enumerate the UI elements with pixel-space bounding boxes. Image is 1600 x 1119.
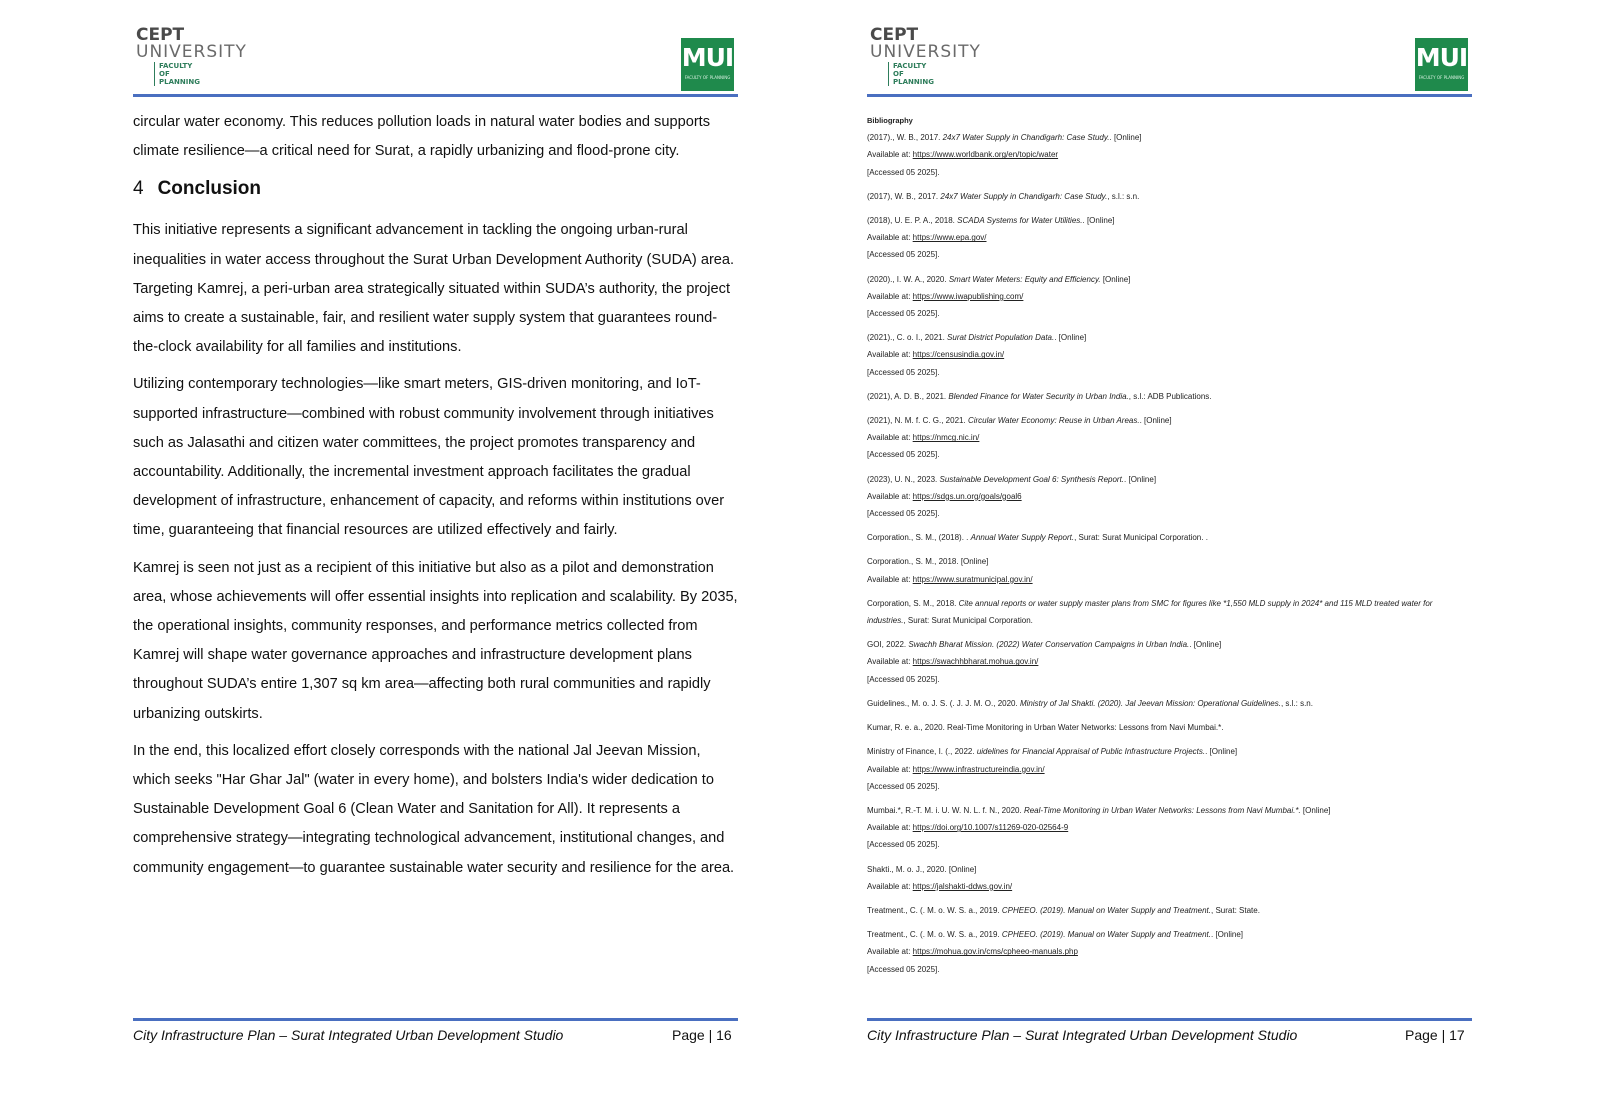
citation-line xyxy=(867,926,1467,943)
citation-publisher: . [Online] xyxy=(1109,133,1142,143)
citation-authors: Ministry of Finance, I. (., 2022. xyxy=(867,747,977,757)
bibliography-entry xyxy=(867,802,1467,854)
footer-rule xyxy=(133,1018,738,1021)
paragraph: In the end, this localized effort closely corresponds with the national Jal Jeevan Mission, which seeks "Har Ghar Jal" (water in every home), and bolsters India's wider dedication to Sustainable Development Goal 6 (Clean Water and Sanitation for All). It represents a comprehensive strategy—integrating technological advancement, institutional changes, and community engagement—to guarantee sustainable water security and resilience for the area. xyxy=(133,742,735,876)
paragraph: This initiative represents a significant advancement in tackling the ongoing urban-rural inequalities in water access throughout the Surat Urban Development Authority (SUDA) area. Targeting Kamrej, a peri-urban area strategically situated within SUDA’s authority, the project aims to create a sustainable, fair, and resilient water supply system that guarantees round-the-clock availability for all families and institutions. xyxy=(133,222,735,356)
citation-publisher: . [Online] xyxy=(1054,333,1087,343)
citation-line xyxy=(867,212,1467,229)
citation-availability xyxy=(867,761,1467,778)
citation-publisher: , Surat: Surat Municipal Corporation. . xyxy=(1074,533,1208,543)
citation-title: Annual Water Supply Report. xyxy=(970,533,1075,543)
citation-publisher: [Online] xyxy=(1300,805,1331,815)
citation-title: Cite annual reports or water supply master plans from SMC for figures like *1,550 MLD supply in 2024* and 115 MLD treated water for industries. xyxy=(867,598,1433,626)
available-at-label: Available at: xyxy=(867,764,913,774)
citation-line xyxy=(867,329,1467,346)
citation-link[interactable]: https://www.epa.gov/ xyxy=(912,233,987,243)
citation-line xyxy=(867,743,1467,760)
available-at-label: Available at: xyxy=(867,150,913,160)
bibliography-entry xyxy=(867,188,1467,205)
citation-line xyxy=(867,695,1467,712)
citation-accessed: [Accessed 05 2025]. xyxy=(867,509,940,519)
citation-title: Blended Finance for Water Security in Urban India. xyxy=(948,391,1129,401)
header-rule xyxy=(867,94,1472,97)
page-16 xyxy=(0,0,790,1119)
page-number: Page | 17 xyxy=(1405,1027,1465,1043)
citation-authors: GOI, 2022. xyxy=(867,640,909,650)
page-number: Page | 16 xyxy=(672,1027,732,1043)
citation-title: Smart Water Meters: Equity and Efficiency. xyxy=(948,274,1101,284)
citation-publisher: , Surat: Surat Municipal Corporation. xyxy=(903,616,1033,626)
citation-title: Sustainable Development Goal 6: Synthesis Report. xyxy=(939,474,1125,484)
citation-publisher: . [Online] xyxy=(1082,216,1115,226)
citation-link[interactable]: https://www.suratmunicipal.gov.in/ xyxy=(912,574,1033,584)
citation-line xyxy=(867,802,1467,819)
citation-authors: Treatment., C. (. M. o. W. S. a., 2019. xyxy=(867,930,1002,940)
bibliography-entry xyxy=(867,212,1467,264)
paragraph: Kamrej is seen not just as a recipient of this initiative but also as a pilot and demonstration area, whose achievements will offer essential insights into replication and scalability. By 2035, the operational insights, community responses, and performance metrics collected from Kamrej will shape water governance approaches and infrastructure development plans throughout SUDA’s entire 1,307 sq km area—affecting both rural communities and rapidly urbanizing outskirts. xyxy=(133,559,738,722)
citation-accessed: [Accessed 05 2025]. xyxy=(867,250,940,260)
citation-authors: Corporation., S. M., (2018). . xyxy=(867,533,971,543)
bibliography-entry xyxy=(867,553,1467,587)
citation-link[interactable]: https://www.infrastructureindia.gov.in/ xyxy=(912,764,1045,774)
citation-publisher: , Surat: State. xyxy=(1211,905,1260,915)
bibliography-entry xyxy=(867,271,1467,323)
bibliography-list xyxy=(867,129,1467,978)
available-at-label: Available at: xyxy=(867,233,913,243)
header-rule xyxy=(133,94,738,97)
citation-publisher: . [Online] xyxy=(1189,640,1222,650)
citation-link[interactable]: https://mohua.gov.in/cms/cpheeo-manuals.php xyxy=(912,947,1078,957)
bibliography-entry xyxy=(867,529,1467,546)
available-at-label: Available at: xyxy=(867,657,913,667)
bibliography-entry xyxy=(867,861,1467,895)
available-at-label: Available at: xyxy=(867,433,913,443)
citation-link[interactable]: https://www.iwapublishing.com/ xyxy=(912,291,1024,301)
citation-title: CPHEEO. (2019). Manual on Water Supply and Treatment. xyxy=(1001,930,1211,940)
citation-availability xyxy=(867,429,1467,446)
footer-title: City Infrastructure Plan – Surat Integrated Urban Development Studio xyxy=(133,1027,564,1043)
citation-authors: Shakti., M. o. J., 2020. [Online] xyxy=(867,864,977,874)
citation-authors: Corporation., S. M., 2018. [Online] xyxy=(867,557,989,567)
citation-title: Ministry of Jal Shakti. (2020). Jal Jeevan Mission: Operational Guidelines. xyxy=(1019,698,1281,708)
citation-authors: (2018), U. E. P. A., 2018. xyxy=(867,216,958,226)
bibliography-entry xyxy=(867,743,1467,795)
citation-publisher: , s.l.: s.n. xyxy=(1280,698,1313,708)
citation-authors: Kumar, R. e. a., 2020. Real-Time Monitoring in Urban Water Networks: Lessons from Navi Mumbai.*. xyxy=(867,723,1224,733)
citation-line xyxy=(867,388,1467,405)
citation-availability xyxy=(867,878,1467,895)
citation-publisher: , s.l.: ADB Publications. xyxy=(1128,391,1212,401)
citation-line xyxy=(867,471,1467,488)
citation-line xyxy=(867,636,1467,653)
citation-publisher: . [Online] xyxy=(1139,416,1172,426)
citation-availability xyxy=(867,488,1467,505)
footer-rule xyxy=(867,1018,1472,1021)
citation-authors: (2023), U. N., 2023. xyxy=(867,474,940,484)
citation-line xyxy=(867,412,1467,429)
available-at-label: Available at: xyxy=(867,574,913,584)
citation-title: 24x7 Water Supply in Chandigarh: Case Study. xyxy=(942,133,1110,143)
footer-title: City Infrastructure Plan – Surat Integrated Urban Development Studio xyxy=(867,1027,1298,1043)
bibliography-entry xyxy=(867,719,1467,736)
citation-publisher: [Online] xyxy=(1100,274,1131,284)
citation-authors: (2021)., C. o. I., 2021. xyxy=(867,333,948,343)
available-at-label: Available at: xyxy=(867,291,913,301)
citation-authors: (2021), A. D. B., 2021. xyxy=(867,391,949,401)
citation-line xyxy=(867,529,1467,546)
bibliography-entry xyxy=(867,926,1467,978)
citation-link[interactable]: https://swachhbharat.mohua.gov.in/ xyxy=(912,657,1039,667)
cept-university-logo: CEPT UNIVERSITY FACULTY OF PLANNING xyxy=(136,25,247,86)
bibliography-title: Bibliography xyxy=(867,116,913,125)
section-title: Conclusion xyxy=(157,178,262,200)
bibliography-entry xyxy=(867,636,1467,688)
citation-accessed: [Accessed 05 2025]. xyxy=(867,450,940,460)
available-at-label: Available at: xyxy=(867,881,913,891)
citation-publisher: . [Online] xyxy=(1211,930,1244,940)
citation-line xyxy=(867,271,1467,288)
citation-link[interactable]: https://censusindia.gov.in/ xyxy=(912,350,1005,360)
citation-authors: (2017)., W. B., 2017. xyxy=(867,133,943,143)
citation-link[interactable]: https://nmcg.nic.in/ xyxy=(912,433,980,443)
citation-accessed: [Accessed 05 2025]. xyxy=(867,964,940,974)
citation-title: Circular Water Economy: Reuse in Urban Areas. xyxy=(967,416,1140,426)
available-at-label: Available at: xyxy=(867,491,913,501)
citation-accessed: [Accessed 05 2025]. xyxy=(867,840,940,850)
citation-publisher: , s.l.: s.n. xyxy=(1107,191,1140,201)
citation-title: Swachh Bharat Mission. (2022) Water Conservation Campaigns in Urban India. xyxy=(908,640,1190,650)
page-body xyxy=(133,108,738,891)
citation-line xyxy=(867,861,1467,878)
citation-authors: Guidelines., M. o. J. S. (. J. J. M. O., 2020. xyxy=(867,698,1020,708)
bibliography-entry xyxy=(867,595,1467,629)
citation-title: SCADA Systems for Water Utilities. xyxy=(957,216,1083,226)
citation-availability xyxy=(867,229,1467,246)
citation-line xyxy=(867,902,1467,919)
bibliography-entry xyxy=(867,129,1467,181)
citation-accessed: [Accessed 05 2025]. xyxy=(867,674,940,684)
citation-authors: (2017), W. B., 2017. xyxy=(867,191,941,201)
citation-availability xyxy=(867,288,1467,305)
cept-university-logo: CEPT UNIVERSITY FACULTY OF PLANNING xyxy=(870,25,981,86)
paragraph: Utilizing contemporary technologies—like smart meters, GIS-driven monitoring, and IoT-supported infrastructure—combined with robust community involvement through initiatives such as Jalasathi and citizen water committees, the project promotes transparency and accountability. Additionally, the incremental investment approach facilitates the gradual development of infrastructure, enhancement of capacity, and reforms within institutions over time, guaranteeing that financial resources are utilized effectively and fairly. xyxy=(133,376,725,539)
citation-availability xyxy=(867,819,1467,836)
citation-accessed: [Accessed 05 2025]. xyxy=(867,167,940,177)
citation-authors: Treatment., C. (. M. o. W. S. a., 2019. xyxy=(867,905,1002,915)
citation-line xyxy=(867,595,1467,629)
citation-title: Real-Time Monitoring in Urban Water Networks: Lessons from Navi Mumbai.*. xyxy=(1023,805,1301,815)
citation-authors: Corporation, S. M., 2018. xyxy=(867,598,959,608)
citation-accessed: [Accessed 05 2025]. xyxy=(867,367,940,377)
citation-link[interactable]: https://doi.org/10.1007/s11269-020-02564-9 xyxy=(912,823,1069,833)
citation-title: Surat District Population Data. xyxy=(947,333,1055,343)
bibliography-entry xyxy=(867,412,1467,464)
citation-line xyxy=(867,553,1467,570)
citation-title: CPHEEO. (2019). Manual on Water Supply and Treatment. xyxy=(1001,905,1211,915)
bibliography-entry xyxy=(867,388,1467,405)
section-number: 4 xyxy=(133,178,144,200)
citation-accessed: [Accessed 05 2025]. xyxy=(867,781,940,791)
available-at-label: Available at: xyxy=(867,350,913,360)
citation-link[interactable]: https://sdgs.un.org/goals/goal6 xyxy=(912,491,1022,501)
citation-availability xyxy=(867,146,1467,163)
bibliography-entry xyxy=(867,329,1467,381)
citation-availability xyxy=(867,653,1467,670)
citation-link[interactable]: https://www.worldbank.org/en/topic/water xyxy=(912,150,1059,160)
available-at-label: Available at: xyxy=(867,823,913,833)
citation-publisher: . [Online] xyxy=(1124,474,1157,484)
citation-accessed: [Accessed 05 2025]. xyxy=(867,309,940,319)
citation-line xyxy=(867,188,1467,205)
citation-availability xyxy=(867,571,1467,588)
intro-paragraph: circular water economy. This reduces pollution loads in natural water bodies and supports climate resilience—a critical need for Surat, a rapidly urbanizing and flood-prone city. xyxy=(133,114,711,160)
citation-availability xyxy=(867,346,1467,363)
citation-link[interactable]: https://jalshakti-ddws.gov.in/ xyxy=(912,881,1013,891)
citation-title: 24x7 Water Supply in Chandigarh: Case Study. xyxy=(940,191,1108,201)
bibliography-entry xyxy=(867,902,1467,919)
bibliography-entry xyxy=(867,471,1467,523)
mui-logo: MUI FACULTY OF PLANNING xyxy=(1415,38,1468,91)
citation-title: uidelines for Financial Appraisal of Public Infrastructure Projects. xyxy=(976,747,1206,757)
citation-authors: (2021), N. M. f. C. G., 2021. xyxy=(867,416,968,426)
available-at-label: Available at: xyxy=(867,947,913,957)
bibliography-entry xyxy=(867,695,1467,712)
citation-line xyxy=(867,129,1467,146)
mui-logo: MUI FACULTY OF PLANNING xyxy=(681,38,734,91)
citation-publisher: . [Online] xyxy=(1205,747,1238,757)
citation-line xyxy=(867,719,1467,736)
citation-authors: (2020)., I. W. A., 2020. xyxy=(867,274,949,284)
citation-availability xyxy=(867,943,1467,960)
citation-authors: Mumbai.*, R.-T. M. i. U. W. N. L. f. N., 2020. xyxy=(867,805,1024,815)
bibliography xyxy=(867,112,1467,985)
section-heading xyxy=(133,174,738,204)
